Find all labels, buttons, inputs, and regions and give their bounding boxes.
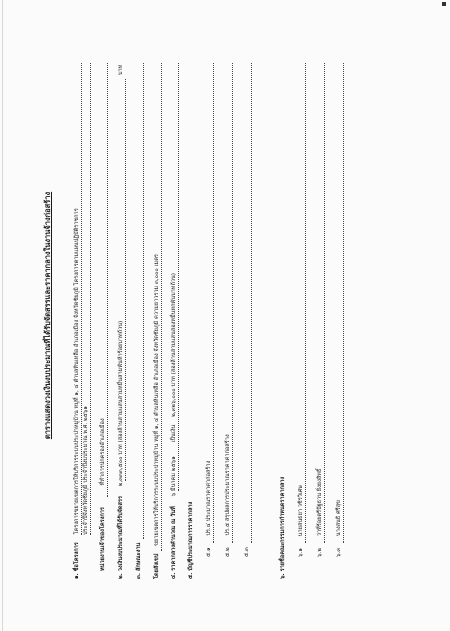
item3-label: ๓. ลักษณะงาน [136, 542, 142, 579]
item3-dotline [143, 63, 144, 539]
item6-row [280, 477, 287, 579]
agency-value: ที่ทำการปกครองอำเภอเมือง [100, 418, 106, 486]
agency-dotline [107, 63, 108, 497]
item4-label: ๔. ราคากลางคำนวณ ณ วันที่ [171, 506, 177, 579]
item6-sub1-dotline [305, 63, 306, 543]
item5-sub2-number: ๕.๒ [225, 547, 231, 557]
item6-sub3-number: ๖.๓ [336, 547, 342, 557]
item1-text2: ประจำปีจังหวัดชัยภูมิ ประจำปีงบประมาณ พ.ศ. ๒๕๖๑ [83, 406, 89, 535]
item5-sub1-text: ปร.๔ ประมาณราคาค่าก่อสร้าง [206, 460, 212, 536]
item5-sub2-text: ปร.๕ สรุปผลการประมาณราคาค่าก่อสร้าง [225, 434, 231, 536]
item5-sub3-row [244, 547, 251, 557]
item6-sub2-dotline [324, 63, 325, 543]
detail-dotline [161, 63, 162, 551]
item1-dotline2 [90, 63, 91, 535]
item4-amount: ๒,๓๒๖,๐๐๐ บาท (สองล้านสามแสนสองหมื่นหกพันบาทถ้วน) [171, 273, 177, 417]
item1-label: ๑. ชื่อโครงการ [74, 542, 80, 579]
item4-dotline [178, 63, 179, 491]
item4-row [171, 273, 178, 579]
detail-row [154, 254, 161, 579]
item3-row [136, 543, 143, 579]
item6-sub2-number: ๖.๒ [317, 547, 323, 557]
item5-sub2-row [225, 434, 232, 557]
item5-row [188, 502, 195, 579]
item5-sub1-dotline [213, 63, 214, 543]
item5-label: ๕. บัญชีประมาณการราคากลาง [188, 501, 194, 579]
agency-row [100, 418, 107, 571]
item6-sub2-text: ว่าที่ร้อยตรีปัฐธาน ยิ่งยงสิทธิ์ [317, 468, 323, 537]
item5-sub1-number: ๕.๑ [206, 547, 212, 557]
item2-unit: บาท [118, 64, 124, 75]
item4-date: ๖ มีนาคม ๒๕๖๑ [171, 456, 177, 497]
item6-sub3-dotline [343, 63, 344, 543]
item2-value: ๒,๓๓๓,๕๐๐ บาท (สองล้านสามแสนสามหมื่นสามพันห้าร้อยบาทถ้วน) [118, 320, 124, 487]
item6-sub1-number: ๖.๑ [298, 548, 304, 557]
item5-sub3-dotline [251, 63, 252, 543]
item2-row [118, 321, 125, 579]
agency-label: หน่วยงานเจ้าของโครงการ [100, 507, 106, 571]
item6-sub2-row [317, 469, 324, 557]
item2-dotline [125, 79, 126, 481]
item6-sub3-row [336, 500, 343, 557]
detail-text: ขยายเขตการให้บริการระบบประปาหมู่บ้าน หมู่ที่ ๑, ๔ ตำบลหินเหลือ อำเภอเมือง จังหวัดชัยภูมิ ความยาวรวม ๓,๐๐๐ เมตร [154, 254, 160, 546]
item4-amount-label: เป็นเงิน [171, 424, 177, 443]
detail-label: โดยสังเขป [154, 553, 160, 579]
item6-sub1-text: นายสนธยา วชิรวิเศษ [298, 485, 304, 537]
document-title: ตารางแสดงวงเงินงบประมาณที่ได้รับจัดสรรและราคากลางในงานจ้างก่อสร้าง [43, 191, 52, 440]
item5-sub3-number: ๕.๓ [244, 547, 250, 557]
item6-sub1-row [298, 485, 305, 557]
item1-dotline [81, 63, 82, 535]
item2-label: ๒. วงเงินงบประมาณที่ได้รับจัดสรร [118, 496, 124, 579]
item6-label: ๖. รายชื่อคณะกรรมการกำหนดราคากลาง [280, 476, 286, 579]
item1-text: โครงการขยายเขตการให้บริการระบบประปาหมู่บ้าน หมู่ที่ ๑, ๔ ตำบลหินเหลือ อำเภอเมือง จังหวัดชัยภูมิ โครงการตามแผนปฏิบัติราชการ [74, 208, 80, 535]
item6-sub3-text: นางสนธิ ศรีสุข [336, 500, 342, 537]
item1-row [74, 208, 81, 579]
item5-sub1-row [206, 461, 213, 557]
item5-sub2-dotline [232, 63, 233, 543]
